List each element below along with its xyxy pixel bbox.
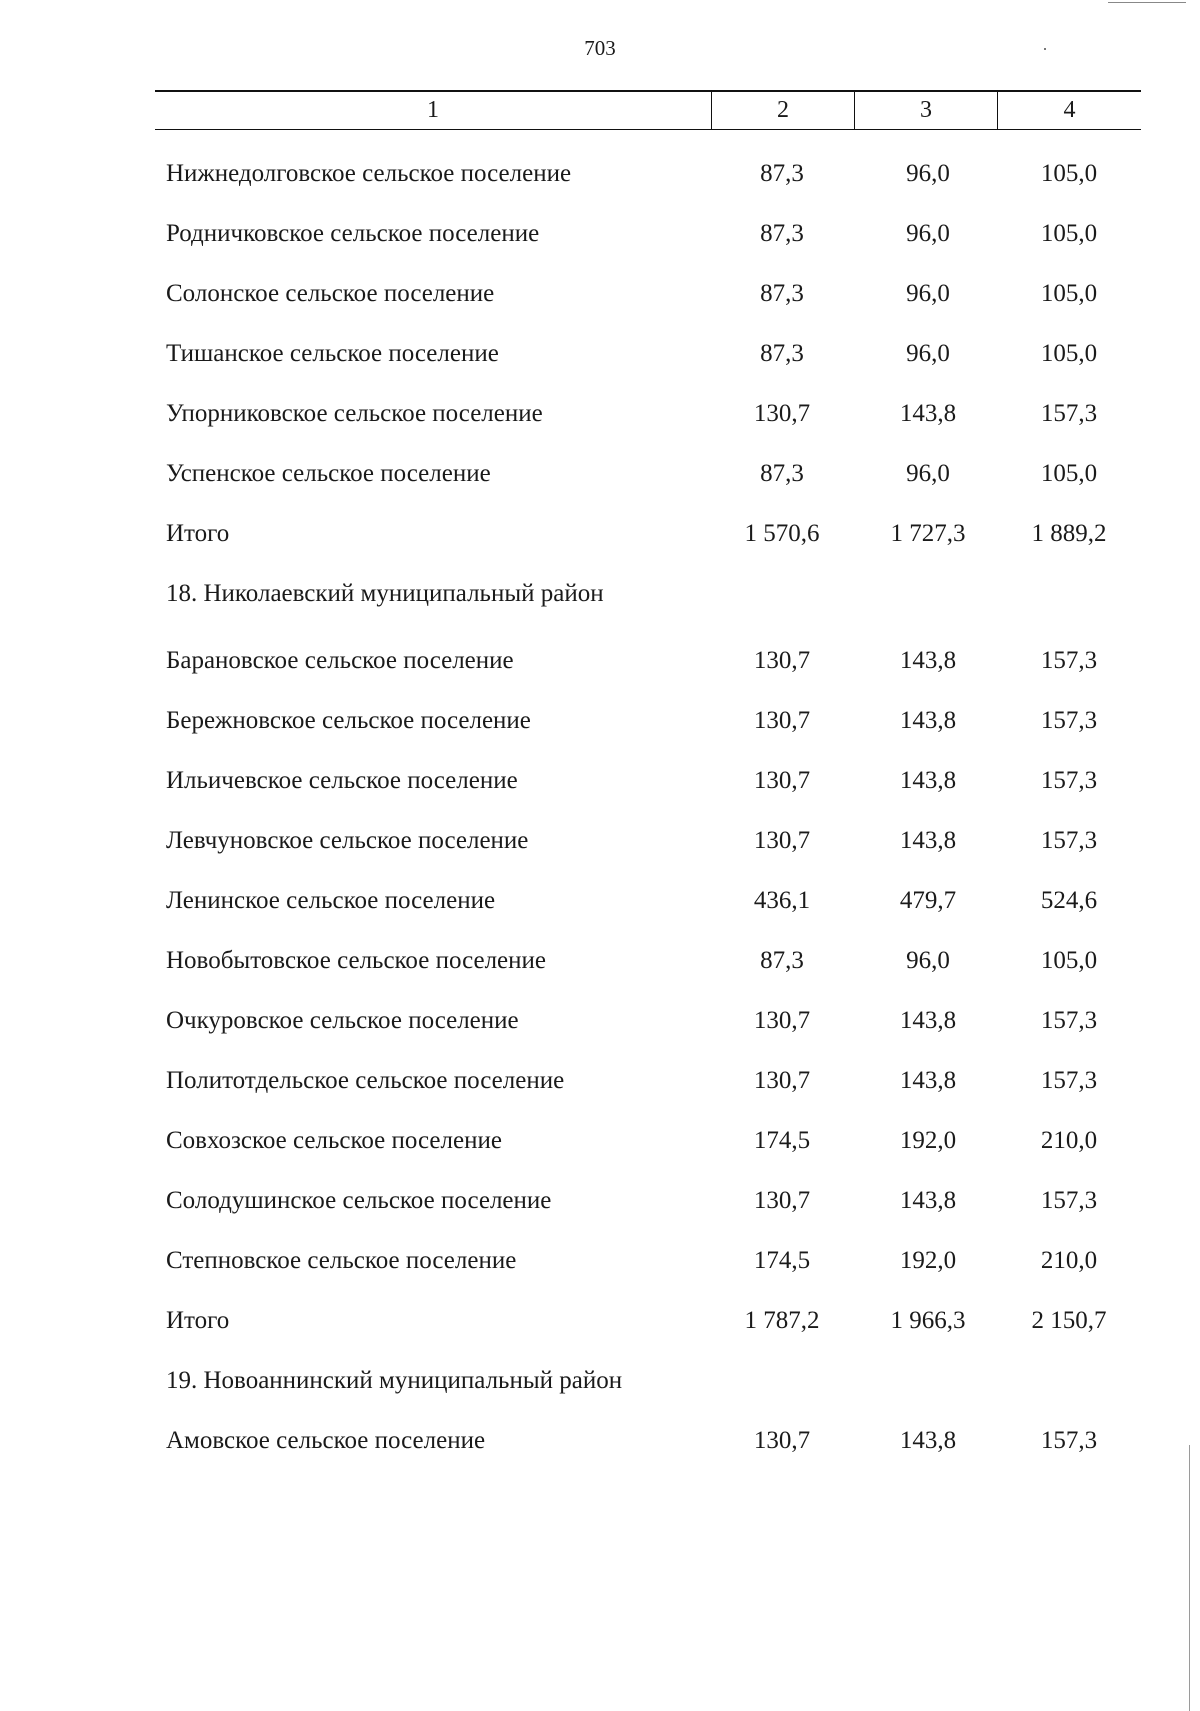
row-value-col-4: 2 150,7	[1031, 1307, 1107, 1334]
row-value-col-4: 157,3	[1040, 827, 1098, 854]
row-value-col-3: 143,8	[899, 1067, 957, 1094]
row-value-col-4: 157,3	[1040, 1007, 1098, 1034]
row-name: Солонское сельское поселение	[166, 280, 495, 307]
row-name: Нижнедолговское сельское поселение	[166, 160, 572, 187]
table-row	[0, 821, 1200, 861]
row-value-col-4: 210,0	[1040, 1127, 1098, 1154]
row-name: Барановское сельское поселение	[166, 647, 514, 674]
table-row	[0, 1001, 1200, 1041]
row-value-col-2: 130,7	[753, 647, 811, 674]
table-row	[0, 1121, 1200, 1161]
row-value-col-4: 157,3	[1040, 400, 1098, 427]
row-value-col-3: 143,8	[899, 707, 957, 734]
row-value-col-2: 87,3	[760, 947, 804, 974]
table-header	[155, 90, 1141, 130]
row-name: Очкуровское сельское поселение	[166, 1007, 519, 1034]
row-name: Солодушинское сельское поселение	[166, 1187, 552, 1214]
row-value-col-4: 157,3	[1040, 647, 1098, 674]
table-row	[0, 154, 1200, 194]
header-col-1: 1	[427, 97, 439, 123]
table-row	[0, 274, 1200, 314]
row-name: Успенское сельское поселение	[166, 460, 491, 487]
table-row	[0, 394, 1200, 434]
row-value-col-2: 87,3	[760, 280, 804, 307]
row-value-col-3: 143,8	[899, 767, 957, 794]
row-value-col-4: 105,0	[1040, 220, 1098, 247]
row-value-col-3: 143,8	[899, 1427, 957, 1454]
row-name: Упорниковское сельское поселение	[166, 400, 543, 427]
row-value-col-4: 105,0	[1040, 160, 1098, 187]
row-value-col-2: 87,3	[760, 220, 804, 247]
row-value-col-4: 157,3	[1040, 1067, 1098, 1094]
header-col-2: 2	[711, 92, 854, 129]
table-row	[0, 1241, 1200, 1281]
total-row	[0, 514, 1200, 554]
row-value-col-2: 1 787,2	[744, 1307, 820, 1334]
row-value-col-2: 87,3	[760, 460, 804, 487]
table-row	[0, 1061, 1200, 1101]
row-value-col-2: 174,5	[753, 1247, 811, 1274]
row-value-col-4: 524,6	[1040, 887, 1098, 914]
table-row	[0, 334, 1200, 374]
row-name: Левчуновское сельское поселение	[166, 827, 529, 854]
row-value-col-2: 174,5	[753, 1127, 811, 1154]
row-value-col-3: 96,0	[906, 220, 950, 247]
row-value-col-2: 130,7	[753, 707, 811, 734]
table-row	[0, 761, 1200, 801]
row-name: Амовское сельское поселение	[166, 1427, 486, 1454]
row-value-col-2: 130,7	[753, 1187, 811, 1214]
row-value-col-4: 157,3	[1040, 1187, 1098, 1214]
row-name: Родничковское сельское поселение	[166, 220, 540, 247]
row-value-col-4: 157,3	[1040, 707, 1098, 734]
row-name: Тишанское сельское поселение	[166, 340, 499, 367]
row-value-col-2: 130,7	[753, 827, 811, 854]
row-value-col-2: 130,7	[753, 767, 811, 794]
row-value-col-4: 157,3	[1040, 767, 1098, 794]
row-name: Совхозское сельское поселение	[166, 1127, 502, 1154]
table-row	[0, 454, 1200, 494]
row-value-col-2: 130,7	[753, 400, 811, 427]
row-value-col-3: 1 966,3	[890, 1307, 966, 1334]
table-row	[0, 1181, 1200, 1221]
row-name: Бережновское сельское поселение	[166, 707, 531, 734]
row-value-col-3: 1 727,3	[890, 520, 966, 547]
section-title: 18. Николаевский муниципальный район	[166, 580, 604, 607]
page-number: 703	[584, 36, 616, 60]
row-value-col-3: 143,8	[899, 400, 957, 427]
row-value-col-4: 105,0	[1040, 340, 1098, 367]
row-value-col-4: 157,3	[1040, 1427, 1098, 1454]
scan-edge-line	[1189, 1445, 1190, 1711]
row-value-col-4: 105,0	[1040, 280, 1098, 307]
row-value-col-3: 96,0	[906, 160, 950, 187]
table-row	[0, 214, 1200, 254]
table-row	[0, 941, 1200, 981]
row-value-col-4: 105,0	[1040, 947, 1098, 974]
row-name: Политотдельское сельское поселение	[166, 1067, 565, 1094]
header-col-3: 3	[854, 92, 997, 129]
row-name: Ильичевское сельское поселение	[166, 767, 518, 794]
table-row	[0, 701, 1200, 741]
row-value-col-3: 96,0	[906, 340, 950, 367]
row-name: Степновское сельское поселение	[166, 1247, 517, 1274]
row-value-col-2: 436,1	[753, 887, 811, 914]
row-value-col-3: 96,0	[906, 460, 950, 487]
row-value-col-3: 143,8	[899, 1007, 957, 1034]
section-title: 19. Новоаннинский муниципальный район	[166, 1367, 623, 1394]
row-name: Итого	[166, 520, 230, 547]
row-value-col-3: 143,8	[899, 1187, 957, 1214]
table-row	[0, 641, 1200, 681]
row-value-col-2: 130,7	[753, 1007, 811, 1034]
row-value-col-3: 192,0	[899, 1127, 957, 1154]
row-value-col-4: 1 889,2	[1031, 520, 1107, 547]
header-col-4: 4	[997, 92, 1141, 129]
row-name: Новобытовское сельское поселение	[166, 947, 547, 974]
row-value-col-3: 192,0	[899, 1247, 957, 1274]
row-name: Ленинское сельское поселение	[166, 887, 496, 914]
row-value-col-2: 130,7	[753, 1067, 811, 1094]
row-value-col-3: 96,0	[906, 280, 950, 307]
table-row	[0, 1421, 1200, 1461]
row-value-col-2: 87,3	[760, 160, 804, 187]
row-value-col-2: 87,3	[760, 340, 804, 367]
row-value-col-3: 143,8	[899, 827, 957, 854]
row-value-col-3: 479,7	[899, 887, 957, 914]
row-value-col-3: 143,8	[899, 647, 957, 674]
table-row	[0, 881, 1200, 921]
scan-edge-mark	[1108, 2, 1186, 3]
row-value-col-2: 130,7	[753, 1427, 811, 1454]
total-row	[0, 1301, 1200, 1341]
row-value-col-4: 105,0	[1040, 460, 1098, 487]
row-value-col-3: 96,0	[906, 947, 950, 974]
row-name: Итого	[166, 1307, 230, 1334]
row-value-col-2: 1 570,6	[744, 520, 820, 547]
row-value-col-4: 210,0	[1040, 1247, 1098, 1274]
